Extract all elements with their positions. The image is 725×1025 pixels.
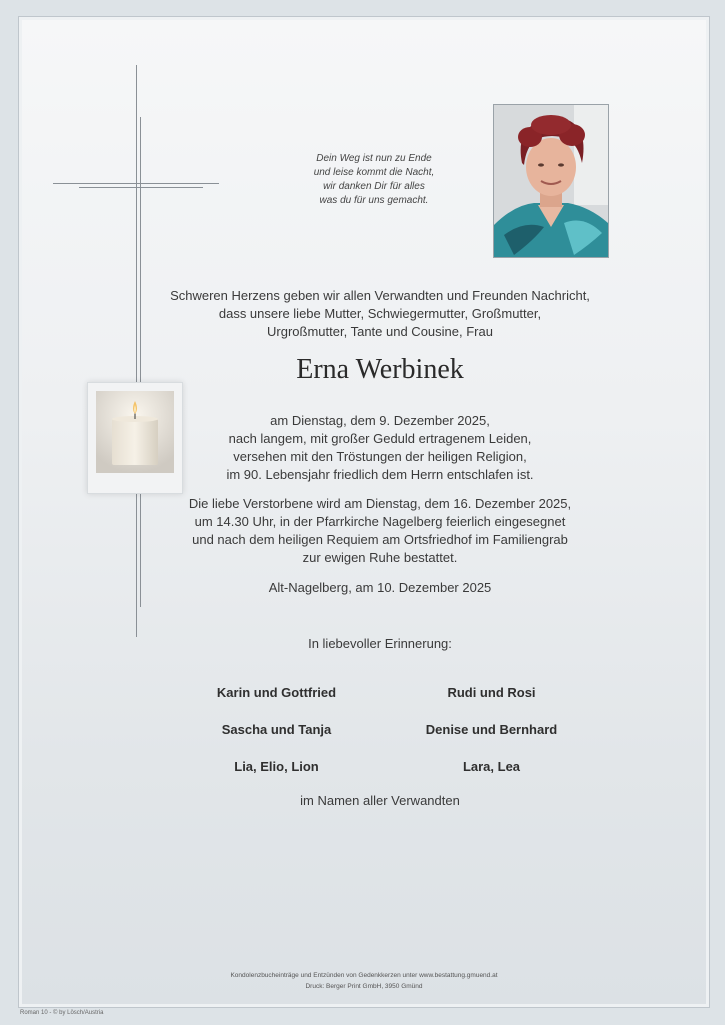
poem-line: und leise kommt die Nacht, [313,167,435,178]
place-date-text: Alt-Nagelberg, am 10. Dezember 2025 [268,580,492,595]
intro-line: dass unsere liebe Mutter, Schwiegermutter, Großmutter, [218,306,542,321]
intro-text [169,287,591,341]
mourner-row [169,685,599,722]
obituary-card [18,16,710,1008]
mourner-row [169,722,599,759]
funeral-text [169,495,591,567]
passing-line: nach langem, mit großer Geduld ertragenem Leiden, [228,431,532,446]
mourner-name: Lia, Elio, Lion [234,759,319,774]
mourner-name: Karin und Gottfried [216,685,337,700]
edge-note: Roman 10 - © by Lösch/Austria [20,1010,104,1016]
place-date [169,579,591,597]
passing-text [169,412,591,484]
memory-heading-text: In liebevoller Erinnerung: [308,636,452,651]
mourner-name: Sascha und Tanja [221,722,332,737]
funeral-line: und nach dem heiligen Requiem am Ortsfriedhof im Familiengrab [192,532,568,547]
passing-line: am Dienstag, dem 9. Dezember 2025, [270,413,490,428]
funeral-line: Die liebe Verstorbene wird am Dienstag, dem 16. Dezember 2025, [188,496,572,511]
poem-line: was du für uns gemacht. [319,195,429,206]
portrait-photo [493,104,609,258]
closing [169,792,591,810]
intro-line: Schweren Herzens geben wir allen Verwandten und Freunden Nachricht, [170,288,590,303]
poem-line: Dein Weg ist nun zu Ende [316,153,432,164]
closing-text: im Namen aller Verwandten [300,793,460,808]
poem [279,152,469,208]
intro-line: Urgroßmutter, Tante und Cousine, Frau [267,324,493,339]
mourner-name: Lara, Lea [462,759,521,774]
deceased-name: Erna Werbinek [296,354,464,385]
footer-line: Druck: Berger Print GmbH, 3950 Gmünd [305,983,423,990]
funeral-line: um 14.30 Uhr, in der Pfarrkirche Nagelberg feierlich eingesegnet [194,514,566,529]
mourner-name: Denise und Bernhard [425,722,558,737]
poem-line: wir danken Dir für alles [323,181,425,192]
funeral-line: zur ewigen Ruhe bestattet. [302,550,458,565]
mourner-name: Rudi und Rosi [447,685,536,700]
memory-heading [169,635,591,653]
footer-line: Kondolenzbucheinträge und Entzünden von Gedenkkerzen unter www.bestattung.gmuend.at [230,972,498,979]
passing-line: versehen mit den Tröstungen der heiligen Religion, [233,449,527,464]
passing-line: im 90. Lebensjahr friedlich dem Herrn entschlafen ist. [226,467,534,482]
footer [19,970,709,992]
mourners-list [169,685,599,796]
mourner-row [169,759,599,796]
